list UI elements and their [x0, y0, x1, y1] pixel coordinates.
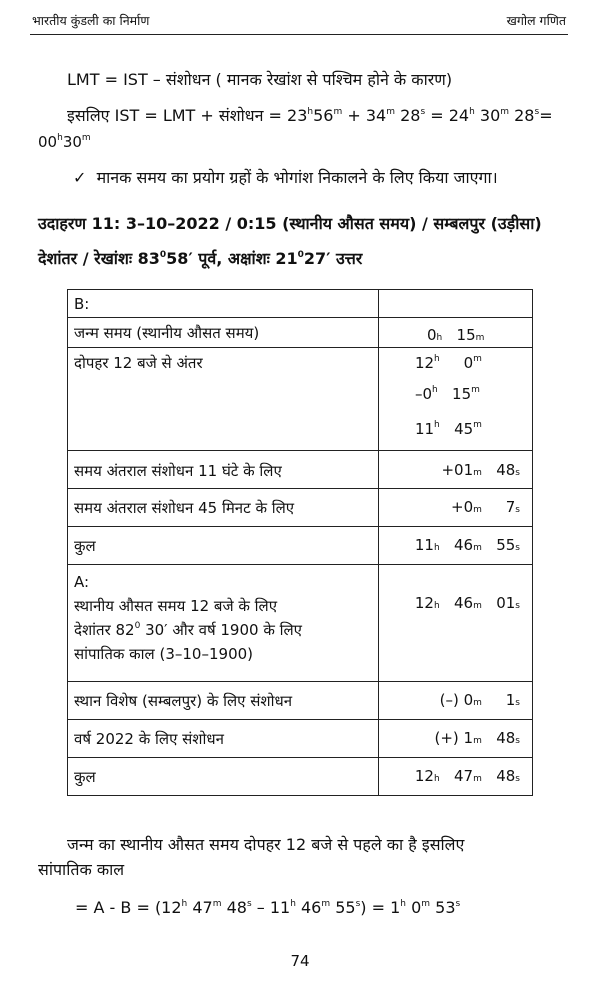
note-standard-time: ✓ मानक समय का प्रयोग ग्रहों के भोगांश निकालने के लिए किया जाएगा।: [73, 168, 498, 187]
formula-ist-result: 00$^h$30$^m$: [38, 133, 91, 151]
header-rule: [30, 34, 568, 35]
noon-difference-values: 12$^h$ 0$^m$ –0$^h$ 15$^m$ 11$^h$ 45$^m$: [414, 354, 482, 438]
table-row: समय अंतराल संशोधन 11 घंटे के लिए +01 m 48 s: [68, 451, 533, 489]
conclusion-line-2: सांपातिक काल: [38, 860, 125, 879]
example-title: उदाहरण 11: 3–10–2022 / 0:15 (स्थानीय औसत समय) / सम्बलपुर (उड़ीसा): [38, 214, 542, 233]
formula-lmt: LMT = IST – संशोधन ( मानक रेखांश से पश्चिम होने के कारण): [67, 70, 453, 89]
correction-45m-label: समय अंतराल संशोधन 45 मिनट के लिए: [68, 489, 379, 527]
table-row: कुल 11 h 46 m 55 s: [68, 527, 533, 565]
table-row: वर्ष 2022 के लिए संशोधन (+) 1 m 48 s: [68, 720, 533, 758]
correction-11h-label: समय अंतराल संशोधन 11 घंटे के लिए: [68, 451, 379, 489]
formula-ist: इसलिए IST = LMT + संशोधन = $23^h56^m + 34^m$ $28^s = 24^h$ 30$^m$ $28^s=$: [67, 106, 553, 125]
table-row: [68, 348, 533, 451]
section-b-label: B:: [68, 290, 379, 318]
table-row: [68, 290, 533, 318]
final-calculation: = $A - B = (12^h$ 47$^m$ 48$^s$ – 11$^h$ 46$^m$ $55^s) = 1^h$ 0$^m$ 53$^s$: [75, 898, 461, 917]
running-header-section: खगोल गणित: [506, 13, 566, 28]
year-correction-label: वर्ष 2022 के लिए संशोधन: [68, 720, 379, 758]
table-row: स्थान विशेष (सम्बलपुर) के लिए संशोधन (–) 0 m 1 s: [68, 682, 533, 720]
birth-time-label: जन्म समय (स्थानीय औसत समय): [68, 318, 379, 348]
place-correction-label: स्थान विशेष (सम्बलपुर) के लिए संशोधन: [68, 682, 379, 720]
total-a-label: कुल: [68, 758, 379, 796]
section-a-text: A: स्थानीय औसत समय 12 बजे के लिए देशांतर $82^0$ 30′ और वर्ष 1900 के लिए सांपातिक काल (3–10–1900): [68, 565, 379, 682]
table-row: A: स्थानीय औसत समय 12 बजे के लिए देशांतर $82^0$ 30′ और वर्ष 1900 के लिए सांपातिक काल (3–10–1900) 12 h 46 m 01 s: [68, 565, 533, 682]
page-number: 74: [290, 952, 310, 970]
noon-difference-label: दोपहर 12 बजे से अंतर: [68, 348, 379, 451]
total-b-label: कुल: [68, 527, 379, 565]
sidereal-time-table: [67, 289, 533, 796]
running-header-title: भारतीय कुंडली का निर्माण: [32, 13, 150, 28]
table-row: कुल 12 h 47 m 48 s: [68, 758, 533, 796]
check-icon: ✓: [73, 168, 87, 187]
table-row: जन्म समय (स्थानीय औसत समय) 0 h 15 m: [68, 318, 533, 348]
example-coordinates: देशांतर / रेखांशः $83^058'$ पूर्व, अक्षांशः $21^027'$ उत्तर: [38, 249, 363, 268]
table-row: समय अंतराल संशोधन 45 मिनट के लिए +0 m 7 s: [68, 489, 533, 527]
conclusion-line-1: जन्म का स्थानीय औसत समय दोपहर 12 बजे से पहले का है इसलिए: [67, 835, 465, 854]
